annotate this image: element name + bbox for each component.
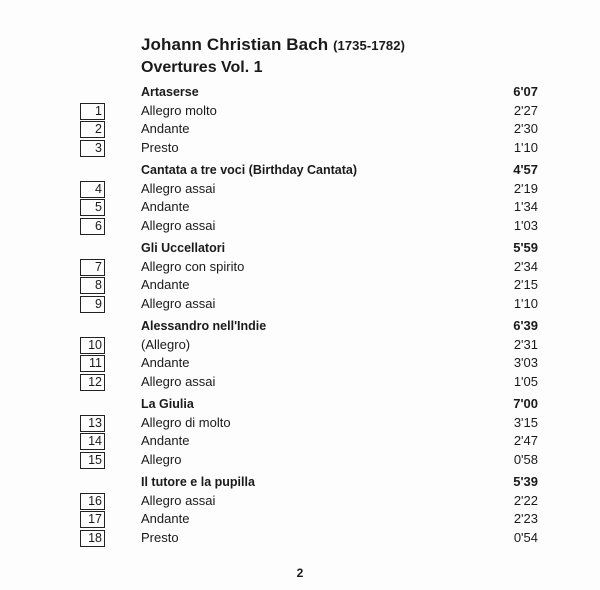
- work-section: [80, 317, 540, 391]
- track-title: (Allegro): [141, 336, 191, 352]
- work-duration: 6'07: [513, 84, 538, 99]
- work-title: Gli Uccellatori: [141, 241, 226, 255]
- composer-heading: [141, 35, 405, 55]
- track-number-box: 2: [80, 121, 105, 138]
- work-heading: [80, 83, 540, 102]
- work-heading: [80, 473, 540, 492]
- track-number-box: 12: [80, 374, 105, 391]
- track-number-box: 16: [80, 493, 105, 510]
- track-number-box: 18: [80, 530, 105, 547]
- track-number-box: 11: [80, 355, 105, 372]
- track-duration: 1'34: [513, 199, 538, 214]
- track-row: [80, 510, 540, 529]
- track-duration: 1'10: [513, 295, 538, 311]
- track-row: [80, 102, 540, 121]
- track-row: [80, 432, 540, 451]
- work-duration: 4'57: [513, 162, 538, 177]
- track-row: [80, 354, 540, 373]
- work-section: [80, 473, 540, 547]
- track-title: Allegro assai: [141, 180, 216, 196]
- work-duration: 7'00: [513, 396, 538, 411]
- track-title: Andante: [141, 199, 190, 214]
- track-duration: 2'22: [513, 492, 538, 508]
- work-title: Cantata a tre voci (Birthday Cantata): [141, 163, 358, 177]
- track-row: [80, 451, 540, 470]
- track-title: Andante: [141, 121, 190, 136]
- track-title: Allegro assai: [141, 492, 216, 508]
- work-section: [80, 239, 540, 313]
- track-number-box: 1: [80, 103, 105, 120]
- track-title: Allegro assai: [141, 373, 216, 389]
- track-list: [80, 83, 540, 551]
- track-title: Allegro con spirito: [141, 258, 245, 274]
- track-duration: 1'03: [513, 217, 538, 233]
- work-duration: 5'39: [513, 474, 538, 489]
- track-number-box: 10: [80, 337, 105, 354]
- track-row: [80, 258, 540, 277]
- track-title: Allegro di molto: [141, 414, 231, 430]
- work-section: [80, 395, 540, 469]
- track-title: Allegro: [141, 451, 182, 467]
- work-heading: [80, 395, 540, 414]
- track-row: [80, 139, 540, 158]
- track-title: Andante: [141, 277, 190, 292]
- track-row: [80, 217, 540, 236]
- track-title: Andante: [141, 511, 190, 526]
- track-row: [80, 529, 540, 548]
- track-row: [80, 180, 540, 199]
- track-row: [80, 198, 540, 217]
- track-duration: 2'47: [513, 433, 538, 448]
- track-row: [80, 120, 540, 139]
- track-duration: 1'10: [513, 139, 538, 155]
- track-number-box: 9: [80, 296, 105, 313]
- track-duration: 2'34: [513, 258, 538, 274]
- track-duration: 0'54: [513, 529, 538, 545]
- composer-name: Johann Christian Bach: [141, 35, 329, 54]
- track-number-box: 13: [80, 415, 105, 432]
- track-row: [80, 336, 540, 355]
- track-row: [80, 373, 540, 392]
- track-row: [80, 295, 540, 314]
- track-row: [80, 492, 540, 511]
- work-title: Alessandro nell'Indie: [141, 319, 267, 333]
- album-title: Overtures Vol. 1: [141, 59, 263, 76]
- track-duration: 3'15: [513, 414, 538, 430]
- track-number-box: 3: [80, 140, 105, 157]
- composer-dates: (1735-1782): [333, 38, 406, 53]
- track-title: Andante: [141, 355, 190, 370]
- track-number-box: 14: [80, 433, 105, 450]
- track-number-box: 5: [80, 199, 105, 216]
- track-duration: 2'30: [513, 121, 538, 136]
- track-title: Presto: [141, 139, 179, 155]
- track-row: [80, 276, 540, 295]
- track-row: [80, 414, 540, 433]
- track-duration: 2'27: [513, 102, 538, 118]
- track-duration: 2'19: [513, 180, 538, 196]
- page-number: 2: [296, 566, 304, 580]
- work-duration: 5'59: [513, 240, 538, 255]
- track-duration: 3'03: [513, 355, 538, 370]
- track-number-box: 4: [80, 181, 105, 198]
- work-section: [80, 161, 540, 235]
- work-title: Il tutore e la pupilla: [141, 475, 255, 489]
- track-title: Allegro molto: [141, 102, 217, 118]
- track-number-box: 6: [80, 218, 105, 235]
- work-duration: 6'39: [513, 318, 538, 333]
- track-duration: 1'05: [513, 373, 538, 389]
- work-heading: [80, 161, 540, 180]
- track-duration: 2'23: [513, 511, 538, 526]
- track-title: Presto: [141, 529, 179, 545]
- track-number-box: 7: [80, 259, 105, 276]
- work-heading: [80, 239, 540, 258]
- work-heading: [80, 317, 540, 336]
- track-duration: 2'31: [513, 336, 538, 352]
- track-title: Allegro assai: [141, 217, 216, 233]
- track-title: Andante: [141, 433, 190, 448]
- work-title: La Giulia: [141, 397, 194, 411]
- track-number-box: 17: [80, 511, 105, 528]
- track-number-box: 15: [80, 452, 105, 469]
- work-section: [80, 83, 540, 157]
- track-number-box: 8: [80, 277, 105, 294]
- work-title: Artaserse: [141, 85, 199, 99]
- track-duration: 0'58: [513, 451, 538, 467]
- track-duration: 2'15: [513, 277, 538, 292]
- track-title: Allegro assai: [141, 295, 216, 311]
